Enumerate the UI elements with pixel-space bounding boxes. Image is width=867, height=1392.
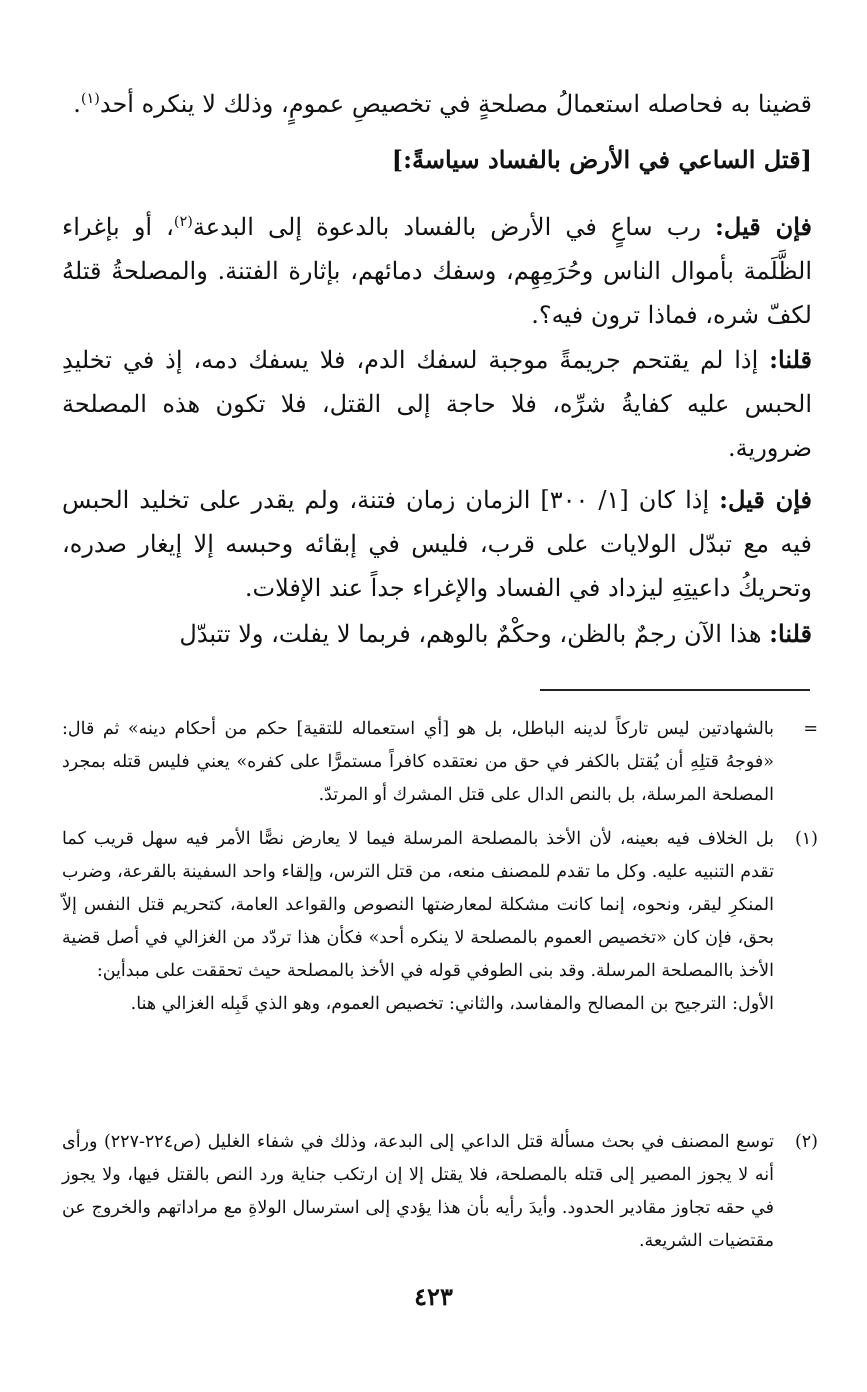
paragraph-1 bbox=[62, 74, 812, 129]
paragraph-1-end: . bbox=[73, 90, 81, 118]
footnote-1 bbox=[62, 823, 818, 1021]
continuation-mark: = bbox=[803, 719, 818, 739]
paragraph-3-text: إذا لم يقتحم جريمةً موجبة لسفك الدم، فلا يسفك دمه، إذ في تخليدِ الحبس عليه كفايةُ شرِّه، فلا حاجة إلى القتل، فلا تكون هذه المصلحة ضرورية. bbox=[62, 346, 812, 462]
paragraph-5-text: هذا الآن رجمٌ بالظن، وحكْمٌ بالوهم، فربما لا يفلت، ولا تتبدّل bbox=[179, 620, 770, 648]
paragraph-4 bbox=[62, 478, 812, 610]
paragraph-3-lead: قلنا: bbox=[769, 345, 812, 374]
footnote-1-text-b: الأول: الترجيح بن المصالح والمفاسد، والثاني: تخصيص العموم، وهو الذي قَبِله الغزالي هنا. bbox=[130, 994, 774, 1014]
footnote-1-text-a: بل الخلاف فيه بعينه، لأن الأخذ بالمصلحة المرسلة فيما لا يعارض نصًّا الأمر فيه سهل قريب كما تقدم التنبيه عليه. وكل ما تقدم للمصنف منعه، من قتل الترس، وإلقاء واحد السفينة بالقرعة، وضرب المنكرِ ليقر، ونحوه، إنما كانت مشكلة لمعارضتها النصوص والقواعد العامة، كتحريم قتل النفس إلاّ بحق، فإن كان «تخصيص العموم بالمصلحة لا ينكره أحد» فكأن هذا تردّد من الغزالي في أصل قضية الأخذ باالمصلحة المرسلة. وقد بنى الطوفي قوله في الأخذ بالمصلحة حيث تحققت على مبدأين: bbox=[62, 829, 774, 981]
footnote-continuation bbox=[62, 713, 818, 812]
footnote-2-text: توسع المصنف في بحث مسألة قتل الداعي إلى البدعة، وذلك في شفاء الغليل (ص٢٢٤-٢٢٧) ورأى أنه لا يجوز المصير إلى قتله بالمصلحة، فلا يقتل إلا إن ارتكب جناية ورد النص بالقتل فيها، ولا يجوز في حقه تجاوز مقادير الحدود. وأيدَ رأيه بأن هذا يؤدي إلى استرسال الولاةِ مع مراداتهم والخروج عن مقتضيات الشريعة. bbox=[62, 1132, 774, 1251]
paragraph-4-text: إذا كان [١/ ٣٠٠] الزمان زمان فتنة، ولم يقدر على تخليد الحبس فيه مع تبدّل الولايات على قرب، فليس في إبقائه وحبسه إلا إيغار صدره، وتحريكُ داعيتِهِ ليزداد في الفساد والإغراء جداً عند الإفلات. bbox=[62, 486, 812, 602]
paragraph-2 bbox=[62, 200, 812, 337]
footnote-continuation-row bbox=[62, 713, 818, 812]
section-heading: [قتل الساعي في الأرض بالفساد سياسةً:] bbox=[391, 145, 812, 174]
paragraph-4-lead: فإن قيل: bbox=[719, 485, 813, 514]
paragraph-2-text-a: رب ساعٍ في الأرض بالفساد بالدعوة إلى البدعة bbox=[192, 213, 716, 241]
footnote-1-row bbox=[62, 823, 818, 1021]
footnote-2-row bbox=[62, 1126, 818, 1258]
footnote-ref-2: (٢) bbox=[173, 214, 193, 230]
page-number: ٤٢٣ bbox=[414, 1282, 453, 1311]
paragraph-2-lead: فإن قيل: bbox=[715, 212, 813, 241]
paragraph-2-text-b: ، أو بإغراء الظَّلَمة بأموال الناس وحُرَمِهِم، وسفك دمائهم، بإثارة الفتنة. والمصلحةُ قتلهُ لكفّ شره، فماذا ترون فيه؟. bbox=[62, 213, 812, 329]
paragraph-3 bbox=[62, 338, 812, 470]
footnote-2-number: (٢) bbox=[794, 1132, 818, 1152]
paragraph-5-lead: قلنا: bbox=[769, 619, 812, 648]
footnote-ref-1: (١) bbox=[80, 91, 100, 107]
footnote-separator bbox=[540, 689, 810, 691]
footnote-continuation-text: بالشهادتين ليس تاركاً لدينه الباطل، بل هو [أي استعماله للتقية] حكم من أحكام دينه» ثم قال: «فوجهُ قتلِهِ أن يُقتل بالكفر في حق من نعتقده كافراً مستمرًّا على كفره» يعني فليس قتله بمجرد المصلحة المرسلة، بل بالنص الدال على قتل المشرك أو المرتدّ. bbox=[62, 719, 774, 805]
paragraph-1-text: قضينا به فحاصله استعمالُ مصلحةٍ في تخصيصِ عمومٍ، وذلك لا ينكره أحد bbox=[99, 90, 812, 118]
paragraph-5 bbox=[62, 612, 812, 656]
footnote-2 bbox=[62, 1126, 818, 1258]
footnote-1-number: (١) bbox=[794, 829, 818, 849]
footnote-1-body bbox=[62, 823, 774, 1021]
